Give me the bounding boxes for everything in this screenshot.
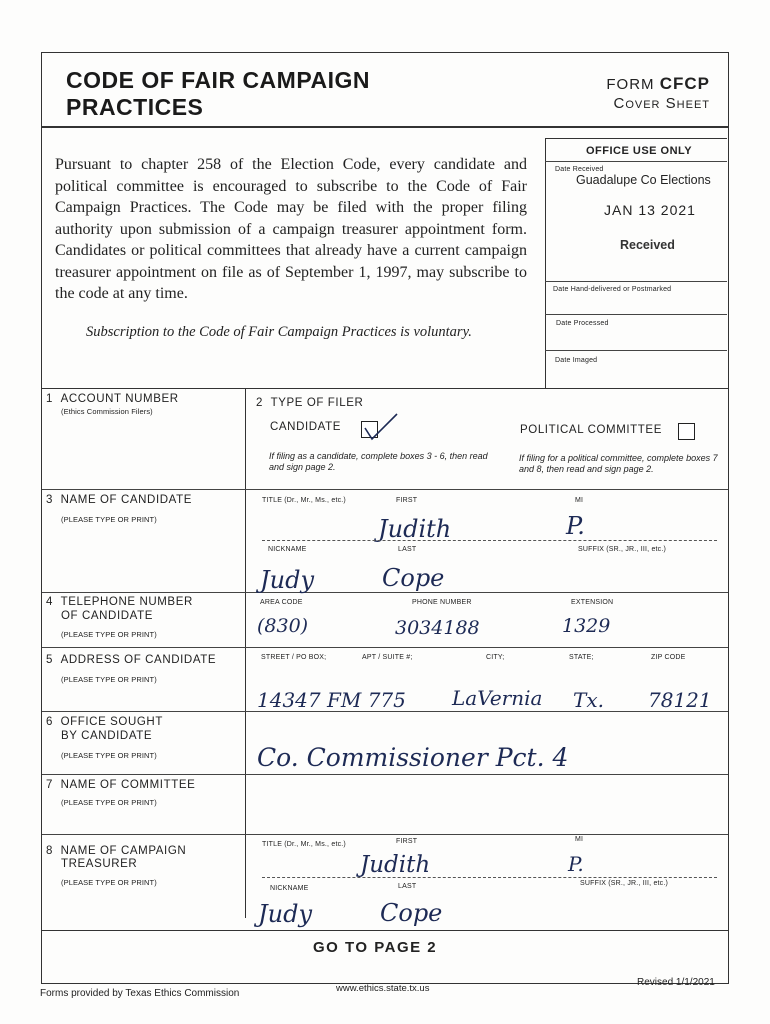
treasurer-title-label: TITLE (Dr., Mr., Ms., etc.) [262,841,346,848]
phone-number-label: PHONE NUMBER [412,599,472,606]
zip-value[interactable]: 78121 [648,688,712,712]
area-code-value[interactable]: (830) [257,615,309,637]
treasurer-nickname[interactable]: Judy [258,900,312,928]
date-imaged-label: Date Imaged [555,357,598,364]
website: www.ethics.state.tx.us [336,983,430,994]
section3-label: 3 NAME OF CANDIDATE [46,494,192,506]
candidate-last-name[interactable]: Cope [382,564,445,592]
candidate-nickname[interactable]: Judy [260,566,314,594]
section8-label2: TREASURER [61,858,138,870]
go-to-page-2: GO TO PAGE 2 [313,939,438,956]
office-sought-value[interactable]: Co. Commissioner Pct. 4 [257,743,569,772]
provided-by: Forms provided by Texas Ethics Commission [40,988,240,999]
section4-label: 4 TELEPHONE NUMBER [46,596,193,608]
candidate-mi[interactable]: P. [566,512,585,540]
committee-note: If filing for a political committee, complete boxes 7 and 8, then read and sign page 2. [519,453,718,474]
extension-value[interactable]: 1329 [562,615,611,637]
section6-label2: BY CANDIDATE [61,730,153,742]
section5-label: 5 ADDRESS OF CANDIDATE [46,654,217,666]
candidate-first-name[interactable]: Judith [378,515,452,543]
hand-delivered-label: Date Hand-delivered or Postmarked [553,286,672,293]
nickname-label: NICKNAME [268,546,307,553]
voluntary-note: Subscription to the Code of Fair Campaign Practices is voluntary. [86,324,472,340]
section2-label: 2 TYPE OF FILER [256,397,364,409]
area-code-label: AREA CODE [260,599,303,606]
state-value[interactable]: Tx. [573,688,604,712]
state-label: STATE; [569,654,594,661]
section1-label: 1 ACCOUNT NUMBER [46,393,179,405]
form-title-line1: CODE OF FAIR CAMPAIGN [66,67,370,93]
candidate-option-label: CANDIDATE [270,421,341,433]
section7-sub: (PLEASE TYPE OR PRINT) [61,798,157,807]
section8-label: 8 NAME OF CAMPAIGN [46,845,187,857]
committee-checkbox[interactable] [678,423,695,440]
treasurer-mi[interactable]: P. [568,852,584,876]
section5-sub: (PLEASE TYPE OR PRINT) [61,675,157,684]
street-value[interactable]: 14347 FM 775 [257,688,406,712]
section1-sub: (Ethics Commission Filers) [61,407,153,416]
treasurer-first-label: FIRST [396,838,418,845]
zip-label: ZIP CODE [651,654,686,661]
office-use-heading: OFFICE USE ONLY [586,145,693,157]
phone-number-value[interactable]: 3034188 [395,617,480,639]
section8-sub: (PLEASE TYPE OR PRINT) [61,878,157,887]
last-label: LAST [398,546,417,553]
form-code-value: CFCP [659,74,710,93]
form-title-line2: PRACTICES [66,94,204,120]
date-received-label: Date Received [555,166,604,173]
candidate-note: If filing as a candidate, complete boxes 3 - 6, then read and sign page 2. [269,451,488,472]
date-processed-label: Date Processed [556,320,609,327]
apt-label: APT / SUITE #; [362,654,413,661]
city-value[interactable]: LaVernia [452,686,543,710]
mi-label: MI [575,497,584,504]
section4-sub: (PLEASE TYPE OR PRINT) [61,630,157,639]
form-code [606,74,710,94]
title-label: TITLE (Dr., Mr., Ms., etc.) [262,497,346,504]
section6-label: 6 OFFICE SOUGHT [46,716,163,728]
stamp-office: Guadalupe Co Elections [576,173,711,187]
first-label: FIRST [396,497,418,504]
form-prefix: FORM [606,76,655,93]
checkmark-icon [361,412,401,442]
city-label: CITY; [486,654,505,661]
treasurer-mi-label: MI [575,836,584,843]
intro-paragraph: Pursuant to chapter 258 of the Election Code, every candidate and political committee is encouraged to subscribe to the Code of Fair Campaign Practices. The Code may be filed with the proper filing authority upon submission of a campaign treasurer appointment form. Candidates or political committees that already have a current campaign treasurer appointment on file as of September 1, 1997, may subscribe to the code at any time. [55,156,527,302]
extension-label: EXTENSION [571,599,614,606]
section6-sub: (PLEASE TYPE OR PRINT) [61,751,157,760]
revised-date: Revised 1/1/2021 [637,977,715,988]
committee-option-label: POLITICAL COMMITTEE [520,424,662,436]
treasurer-first-name[interactable]: Judith [360,852,431,878]
stamp-date: JAN 13 2021 [604,202,696,218]
treasurer-suffix-label: SUFFIX (SR., JR., III, etc.) [580,880,669,887]
street-label: STREET / PO BOX; [261,654,327,661]
treasurer-nickname-label: NICKNAME [270,885,309,892]
form-subtitle: Cover Sheet [613,95,710,112]
stamp-status: Received [620,238,675,252]
section3-sub: (PLEASE TYPE OR PRINT) [61,515,157,524]
treasurer-last-name[interactable]: Cope [380,899,443,927]
treasurer-last-label: LAST [398,883,417,890]
suffix-label: SUFFIX (SR., JR., III, etc.) [578,546,667,553]
section4-label2: OF CANDIDATE [61,610,153,622]
section7-label: 7 NAME OF COMMITTEE [46,779,196,791]
